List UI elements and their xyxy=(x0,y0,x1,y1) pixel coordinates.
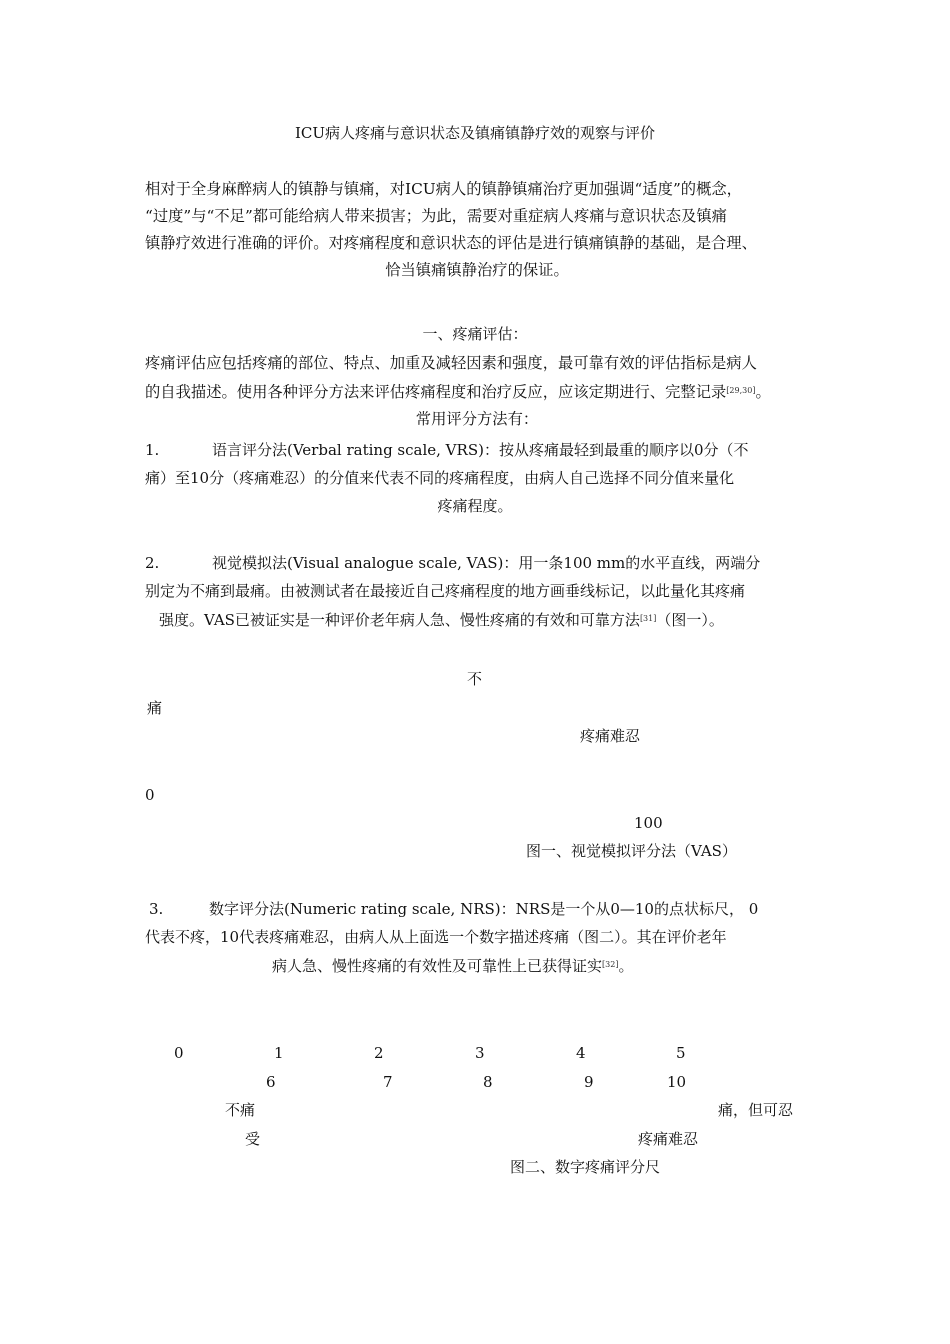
nrs-tick-label: 0 xyxy=(174,1044,184,1062)
item2-line1: 视觉模拟法(Visual analogue scale, VAS)：用一条100 mm的水平直线，两端分 xyxy=(212,554,761,572)
nrs-tick-label: 4 xyxy=(576,1044,586,1062)
vas-label-zero: 0 xyxy=(145,786,155,804)
nrs-tick-label: 5 xyxy=(676,1044,686,1062)
item1-line2: 痛）至10分（疼痛难忍）的分值来代表不同的疼痛程度，由病人自己选择不同分值来量化 xyxy=(145,469,735,487)
nrs-tick-label: 8 xyxy=(483,1073,493,1091)
item2-line2: 别定为不痛到最痛。由被测试者在最接近自己疼痛程度的地方画垂线标记，以此量化其疼痛 xyxy=(145,582,746,600)
section1-line-text: 的自我描述。使用各种评分方法来评估疼痛程度和治疗反应，应该定期进行、完整记录 xyxy=(145,383,727,401)
vas-label-tong: 痛 xyxy=(147,699,163,717)
section1-paragraph xyxy=(145,350,809,433)
item3-line2: 代表不疼，10代表疼痛难忍，由病人从上面选一个数字描述疼痛（图二）。其在评价老年 xyxy=(145,928,727,946)
intro-paragraph xyxy=(145,176,809,284)
item1-number: 1. xyxy=(145,441,160,459)
section1-line-end: 。 xyxy=(755,383,771,401)
nrs-label-unbearable: 疼痛难忍 xyxy=(638,1130,699,1148)
item3-line3-text: 病人急、慢性疼痛的有效性及可靠性上已获得证实 xyxy=(272,957,603,975)
intro-line: 相对于全身麻醉病人的镇静与镇痛，对ICU病人的镇静镇痛治疗更加强调“适度”的概念， xyxy=(145,180,742,198)
section1-line xyxy=(145,377,809,406)
figure1-caption: 图一、视觉模拟评分法（VAS） xyxy=(526,842,737,860)
intro-line: 镇静疗效进行准确的评价。对疼痛程度和意识状态的评估是进行镇痛镇静的基础，是合理、 xyxy=(145,234,757,252)
citation-ref: [29,30] xyxy=(726,386,756,395)
item1-line1: 语言评分法(Verbal rating scale, VRS)：按从疼痛最轻到最重的顺序以0分（不 xyxy=(212,441,749,459)
page-title: ICU病人疼痛与意识状态及镇痛镇静疗效的观察与评价 xyxy=(294,124,656,142)
item1-line3: 疼痛程度。 xyxy=(437,497,513,515)
nrs-tick-label: 2 xyxy=(374,1044,384,1062)
item3-line3-end: 。 xyxy=(618,957,634,975)
item2-number: 2. xyxy=(145,554,160,572)
intro-line: “过度”与“不足”都可能给病人带来损害；为此，需要对重症病人疼痛与意识状态及镇痛 xyxy=(145,207,727,225)
nrs-tick-label: 6 xyxy=(266,1073,276,1091)
item2-line3 xyxy=(159,608,724,631)
item3-line3 xyxy=(272,954,633,977)
vas-label-bu: 不 xyxy=(467,670,483,688)
item2-line3-text: 强度。VAS已被证实是一种评价老年病人急、慢性疼痛的有效和可靠方法 xyxy=(159,611,640,629)
intro-line: 恰当镇痛镇静治疗的保证。 xyxy=(385,261,569,279)
nrs-tick-label: 3 xyxy=(475,1044,485,1062)
section-heading-pain-assessment: 一、疼痛评估： xyxy=(422,325,528,343)
figure2-caption: 图二、数字疼痛评分尺 xyxy=(510,1158,661,1176)
item3-number: 3. xyxy=(149,900,164,918)
nrs-tick-label: 10 xyxy=(667,1073,687,1091)
citation-ref: [32] xyxy=(602,960,619,969)
nrs-tick-label: 1 xyxy=(274,1044,284,1062)
section1-line: 疼痛评估应包括疼痛的部位、特点、加重及减轻因素和强度，最可靠有效的评估指标是病人 xyxy=(145,354,757,372)
item2-line3-end: （图一）。 xyxy=(656,611,724,629)
nrs-label-bearable: 痛，但可忍 xyxy=(718,1101,794,1119)
nrs-tick-label: 9 xyxy=(584,1073,594,1091)
common-methods-label: 常用评分方法有： xyxy=(415,410,539,428)
vas-label-hundred: 100 xyxy=(634,814,663,832)
nrs-tick-label: 7 xyxy=(383,1073,393,1091)
nrs-label-no-pain: 不痛 xyxy=(225,1101,256,1119)
citation-ref: [31] xyxy=(639,614,657,623)
item3-line1: 数字评分法(Numeric rating scale, NRS)：NRS是一个从0—10的点状标尺， 0 xyxy=(209,900,759,918)
nrs-label-shou: 受 xyxy=(245,1130,261,1148)
vas-label-unbearable: 疼痛难忍 xyxy=(580,727,641,745)
